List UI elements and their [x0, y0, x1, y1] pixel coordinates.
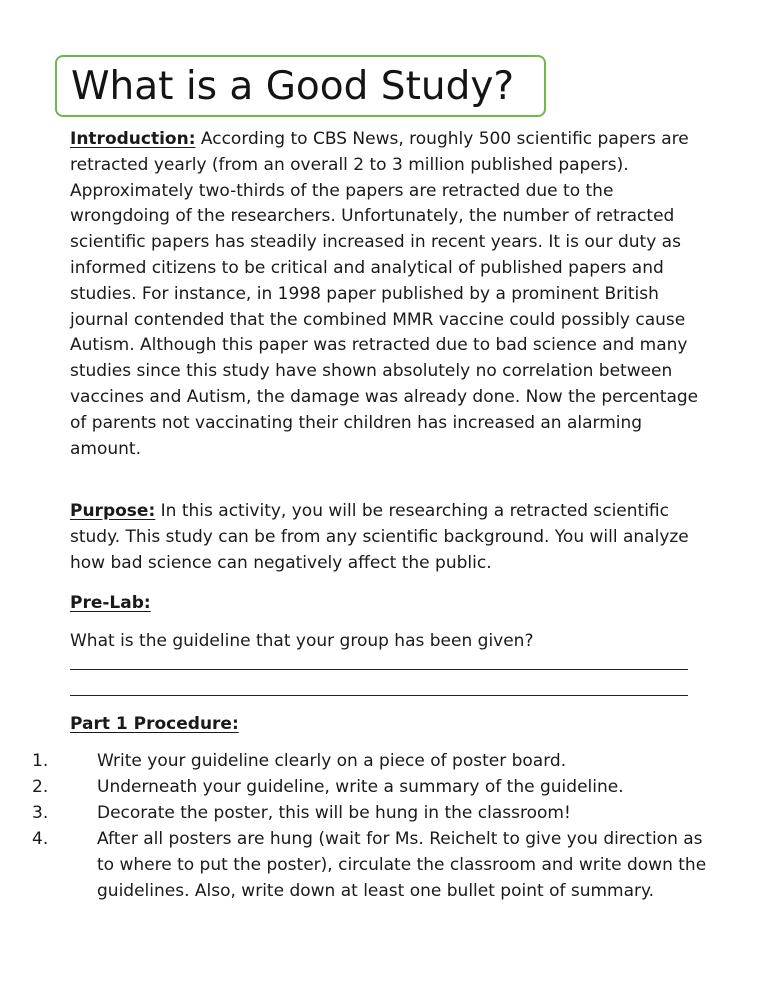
answer-line-2[interactable]	[70, 695, 688, 696]
introduction-text: According to CBS News, roughly 500 scientific papers are retracted yearly (from an overall 2 to 3 million published papers). Approximately two-thirds of the papers are retracted due to the wrongdoing of the researchers. Unfortunately, the number of retracted scientific papers has steadily increased in recent years. It is our duty as informed citizens to be critical and analytical of published papers and studies. For instance, in 1998 paper published by a prominent British journal contended that the combined MMR vaccine could possibly cause Autism. Although this paper was retracted due to bad science and many studies since this study have shown absolutely no correlation between vaccines and Autism, the damage was already done. Now the percentage of parents not vaccinating their children has increased an alarming amount.	[70, 129, 699, 459]
step-number: 4.	[32, 829, 49, 849]
part1-heading: Part 1 Procedure:	[70, 714, 239, 734]
title-box	[55, 55, 546, 117]
prelab-question: What is the guideline that your group has been given?	[70, 631, 534, 651]
introduction-paragraph	[70, 127, 710, 462]
purpose-text: In this activity, you will be researching a retracted scientific study. This study can be from any scientific background. You will analyze how bad science can negatively affect the public.	[70, 501, 689, 573]
procedure-step	[32, 748, 712, 774]
procedure-list	[32, 748, 712, 904]
introduction-label: Introduction:	[70, 129, 196, 149]
step-text: After all posters are hung (wait for Ms. Reichelt to give you direction as to where to put the poster), circulate the classroom and write down the guidelines. Also, write down at least one bullet point of summary.	[97, 829, 707, 901]
step-number: 2.	[32, 777, 49, 797]
step-number: 1.	[32, 751, 49, 771]
purpose-paragraph	[70, 499, 710, 576]
prelab-heading: Pre-Lab:	[70, 593, 151, 613]
step-number: 3.	[32, 803, 49, 823]
purpose-label: Purpose:	[70, 501, 156, 521]
step-text: Underneath your guideline, write a summary of the guideline.	[97, 777, 624, 797]
procedure-step	[32, 800, 712, 826]
step-text: Decorate the poster, this will be hung in the classroom!	[97, 803, 571, 823]
page-title: What is a Good Study?	[71, 64, 515, 109]
step-text: Write your guideline clearly on a piece of poster board.	[97, 751, 567, 771]
answer-line-1[interactable]	[70, 669, 688, 670]
procedure-step	[32, 774, 712, 800]
procedure-step	[32, 826, 712, 904]
